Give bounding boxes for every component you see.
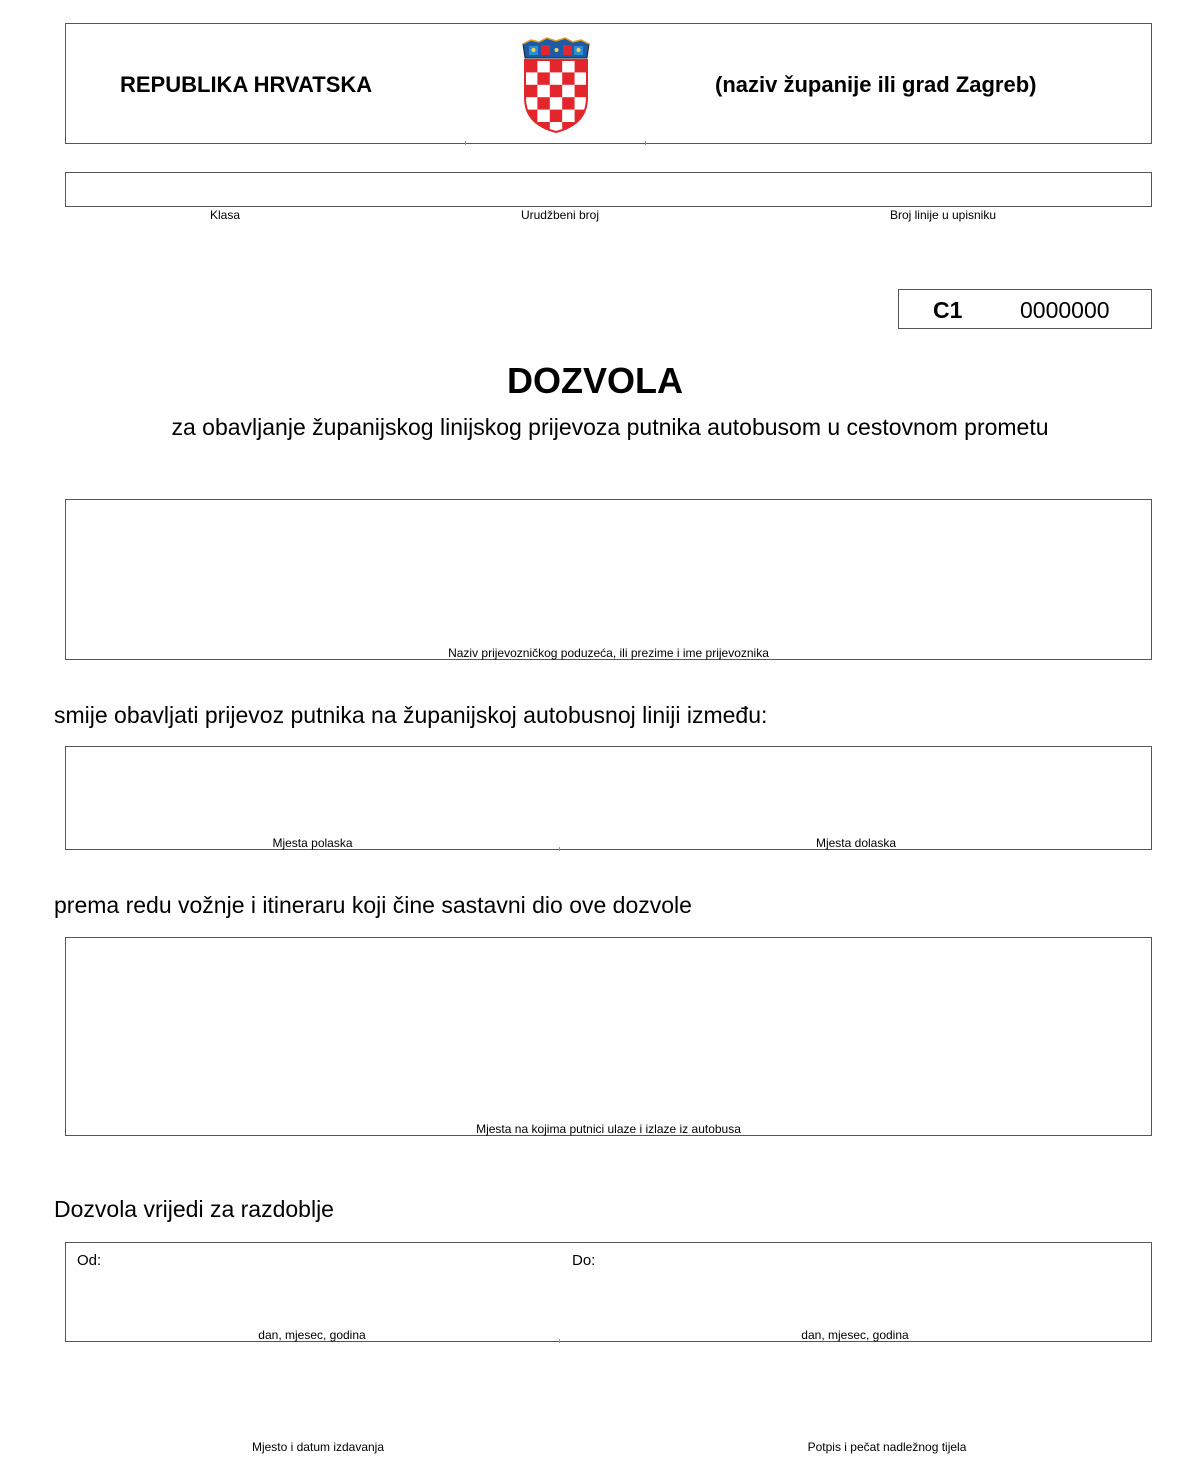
shield-square bbox=[575, 85, 588, 98]
shield-square bbox=[562, 72, 575, 85]
urudzbeni-label: Urudžbeni broj bbox=[520, 208, 600, 222]
schedule-sentence: prema redu vožnje i itineraru koji čine sastavni dio ove dozvole bbox=[54, 892, 692, 918]
place-date-label: Mjesto i datum izdavanja bbox=[251, 1440, 385, 1454]
shield-square bbox=[575, 72, 588, 85]
shield-square bbox=[562, 110, 575, 123]
shield-square bbox=[562, 97, 575, 110]
shield-square bbox=[537, 85, 550, 98]
document-subtitle: za obavljanje županijskog linijskog prijevoza putnika autobusom u cestovnom prometu bbox=[171, 414, 1049, 440]
shield-square bbox=[537, 110, 550, 123]
shield-square bbox=[550, 110, 563, 123]
tick-mark bbox=[465, 141, 466, 145]
from-label: Od: bbox=[77, 1252, 102, 1269]
broj-linije-label: Broj linije u upisniku bbox=[889, 208, 997, 222]
shield-square bbox=[525, 122, 538, 134]
route-sentence: smije obavljati prijevoz putnika na županijskoj autobusnoj liniji između: bbox=[54, 702, 768, 728]
from-date-hint: dan, mjesec, godina bbox=[258, 1328, 366, 1342]
shield-square bbox=[550, 72, 563, 85]
tick-mark bbox=[559, 1339, 560, 1343]
carrier-name-field[interactable] bbox=[65, 499, 1152, 660]
tick-mark bbox=[645, 141, 646, 145]
shield-square bbox=[537, 72, 550, 85]
serial-code: C1 bbox=[933, 297, 963, 323]
shield-square bbox=[562, 85, 575, 98]
departure-label: Mjesta polaska bbox=[272, 836, 353, 850]
route-field[interactable] bbox=[65, 746, 1152, 850]
stops-label: Mjesta na kojima putnici ulaze i izlaze iz autobusa bbox=[476, 1122, 741, 1136]
country-name: REPUBLIKA HRVATSKA bbox=[120, 72, 373, 97]
serial-number-box bbox=[898, 289, 1152, 329]
shield-square bbox=[525, 72, 538, 85]
validity-sentence: Dozvola vrijedi za razdoblje bbox=[54, 1196, 334, 1222]
shield-square bbox=[575, 122, 588, 134]
crown bbox=[523, 38, 589, 58]
shield-square bbox=[550, 97, 563, 110]
carrier-name-label: Naziv prijevozničkog poduzeća, ili prezime i ime prijevoznika bbox=[448, 646, 769, 660]
arrival-label: Mjesta dolaska bbox=[815, 836, 897, 850]
shield-square bbox=[525, 60, 538, 73]
document-title: DOZVOLA bbox=[507, 360, 683, 401]
authority-name: (naziv županije ili grad Zagreb) bbox=[715, 72, 1037, 97]
coat-of-arms-icon bbox=[519, 36, 593, 134]
signature-label: Potpis i pečat nadležnog tijela bbox=[807, 1440, 967, 1454]
shield-square bbox=[562, 60, 575, 73]
stops-field[interactable] bbox=[65, 937, 1152, 1136]
shield-square bbox=[550, 60, 563, 73]
validity-period-field[interactable] bbox=[65, 1242, 1152, 1342]
reference-field[interactable] bbox=[65, 172, 1152, 207]
shield-square bbox=[550, 85, 563, 98]
shield-square bbox=[575, 60, 588, 73]
to-label: Do: bbox=[572, 1252, 596, 1269]
klasa-label: Klasa bbox=[209, 208, 241, 222]
to-date-hint: dan, mjesec, godina bbox=[801, 1328, 909, 1342]
shield-square bbox=[525, 85, 538, 98]
serial-number: 0000000 bbox=[1020, 297, 1110, 323]
shield-square bbox=[537, 97, 550, 110]
shield-square bbox=[537, 60, 550, 73]
